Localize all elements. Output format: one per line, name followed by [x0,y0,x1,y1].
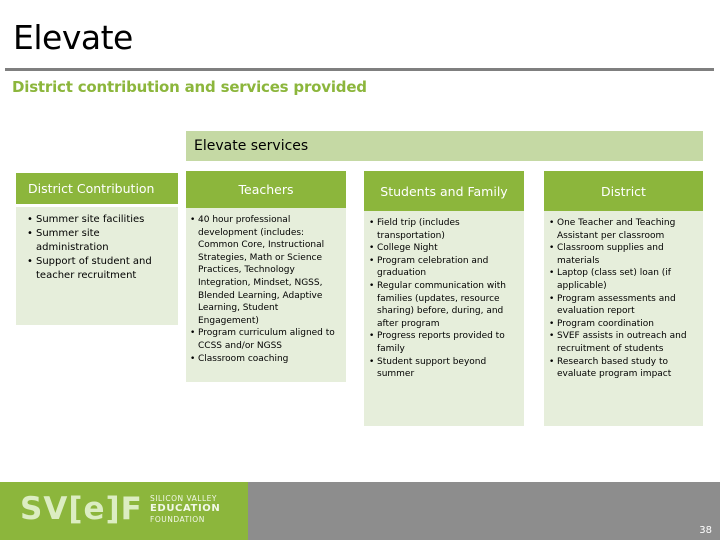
item-list [368,217,518,381]
list-item: • One Teacher and Teaching Assistant per classroom [548,217,698,242]
list-item: • Summer site administration [26,227,170,255]
column-heading: District [544,171,703,211]
list-item: • Program coordination [548,318,698,331]
list-item: • SVEF assists in outreach and recruitment of students [548,330,698,355]
list-item: • Program celebration and graduation [368,255,518,280]
logo-mark: SV[e]F [20,491,143,527]
logo-wordmark [150,494,242,524]
list-item: • Summer site facilities [26,213,170,227]
list-item: • Program assessments and evaluation report [548,293,698,318]
list-item: • 40 hour professional development (includes: Common Core, Instructional Strategies, Math or Science Practices, Technology Integration, Mindset, NGSS, Blended Learning, Adaptive Learning, Student Engagement) [189,214,340,327]
column-body [186,208,346,382]
list-item: • College Night [368,242,518,255]
list-item: • Support of student and teacher recruitment [26,255,170,283]
page-number: 38 [699,525,712,536]
logo-line-2: EDUCATION [150,503,221,514]
list-item: • Classroom supplies and materials [548,242,698,267]
list-item: • Student support beyond summer [368,356,518,381]
list-item: • Research based study to evaluate program impact [548,356,698,381]
services-header: Elevate services [186,131,703,161]
slide-title: Elevate [13,18,133,57]
item-list [26,213,170,283]
svef-logo [0,482,248,540]
list-item: • Progress reports provided to family [368,330,518,355]
list-item: • Field trip (includes transportation) [368,217,518,242]
list-item: • Program curriculum aligned to CCSS and/or NGSS [189,327,340,352]
title-divider [5,68,714,71]
list-item: • Regular communication with families (updates, resource sharing) before, during, and after program [368,280,518,330]
logo-line-1: SILICON VALLEY [150,494,217,503]
logo-line-3: FOUNDATION [150,515,205,524]
slide-subtitle: District contribution and services provided [12,78,367,96]
item-list [189,214,340,365]
list-item: • Laptop (class set) loan (if applicable) [548,267,698,292]
footer-bar [0,482,720,540]
column-heading: Students and Family [364,171,524,211]
column-body [544,211,703,426]
column-heading: Teachers [186,171,346,208]
list-item: • Classroom coaching [189,353,340,366]
item-list [548,217,698,381]
column-body [16,207,178,325]
column-heading: District Contribution [16,173,178,204]
column-body [364,211,524,426]
